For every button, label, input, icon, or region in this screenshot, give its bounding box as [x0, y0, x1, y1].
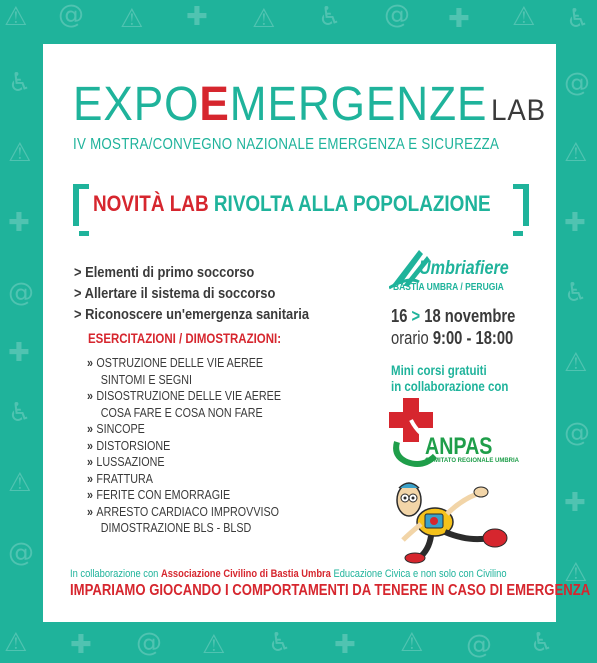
- novita-red-text: NOVITÀ LAB: [93, 191, 209, 216]
- exercise-item-sub: COSA FARE E COSA NON FARE: [100, 405, 263, 420]
- exercise-item: » FRATTURA: [87, 471, 153, 486]
- exercise-item: » DISOSTRUZIONE DELLE VIE AEREE: [87, 389, 282, 403]
- wheelchair-icon: ♿: [566, 4, 590, 34]
- novita-banner: [73, 184, 529, 226]
- partner-subtitle: COMITATO REGIONALE UMBRIA: [425, 458, 519, 464]
- warning-icon: ⚠: [400, 628, 424, 658]
- first-aid-icon: ✚: [8, 338, 30, 368]
- event-title: [73, 77, 546, 132]
- warning-icon: ⚠: [8, 468, 32, 498]
- title-expo: EXPO: [73, 78, 200, 131]
- first-aid-icon: ✚: [564, 208, 586, 238]
- event-subtitle: IV MOSTRA/CONVEGNO NAZIONALE EMERGENZA E SICUREZZA: [73, 136, 500, 153]
- footer-collaboration: In collaborazione con Associazione Civilino di Bastia Umbra Educazione Civica e non solo con Civilino: [70, 568, 507, 580]
- exercise-item: » ARRESTO CARDIACO IMPROVVISO: [87, 504, 280, 519]
- wheelchair-icon: ♿: [8, 398, 32, 428]
- spiral-icon: @: [136, 628, 162, 658]
- exercise-item: » FERITE CON EMORRAGIE: [87, 488, 231, 502]
- warning-icon: ⚠: [4, 628, 28, 658]
- warning-icon: ⚠: [120, 4, 144, 34]
- spiral-icon: @: [8, 538, 34, 568]
- spiral-icon: @: [564, 418, 590, 448]
- title-mergenze: MERGENZE: [229, 78, 488, 131]
- first-aid-icon: ✚: [334, 630, 356, 660]
- title-e: E: [199, 78, 230, 131]
- spiral-icon: @: [564, 68, 590, 98]
- courses-text: Mini corsi gratuiti in collaborazione con: [391, 362, 509, 394]
- venue-location: BASTIA UMBRA / PERUGIA: [393, 282, 504, 293]
- exercise-item: » OSTRUZIONE DELLE VIE AEREE: [87, 356, 264, 370]
- exercises-title: ESERCITAZIONI / DIMOSTRAZIONI:: [88, 330, 282, 346]
- spiral-icon: @: [466, 630, 492, 660]
- topics-list: [74, 262, 347, 325]
- wheelchair-icon: ♿: [530, 628, 554, 658]
- venue-name: Umbriafiere: [419, 258, 509, 279]
- topic-item: > Allertare il sistema di soccorso: [74, 285, 276, 302]
- poster-card: [43, 44, 591, 622]
- topic-item: > Riconoscere un'emergenza sanitaria: [74, 306, 310, 323]
- warning-icon: ⚠: [4, 2, 28, 32]
- wheelchair-icon: ♿: [564, 278, 588, 308]
- novita-banner-text: [93, 191, 491, 217]
- partner-name: ANPAS: [425, 433, 493, 460]
- warning-icon: ⚠: [564, 558, 588, 588]
- novita-green-text: RIVOLTA ALLA POPOLAZIONE: [213, 191, 491, 216]
- spiral-icon: @: [58, 0, 84, 30]
- exercise-item: » SINCOPE: [87, 422, 145, 436]
- first-aid-icon: ✚: [70, 630, 92, 660]
- first-aid-icon: ✚: [8, 208, 30, 238]
- exercise-item-sub: DIMOSTRAZIONE BLS - BLSD: [100, 521, 252, 535]
- event-dates: 16 > 18 novembre: [391, 306, 516, 326]
- wheelchair-icon: ♿: [268, 628, 292, 658]
- wheelchair-icon: ♿: [8, 68, 32, 98]
- first-aid-icon: ✚: [186, 2, 208, 32]
- title-lab: LAB: [491, 94, 547, 127]
- first-aid-icon: ✚: [564, 488, 586, 518]
- warning-icon: ⚠: [564, 348, 588, 378]
- warning-icon: ⚠: [512, 2, 536, 32]
- first-aid-icon: ✚: [448, 4, 470, 34]
- topic-item: > Elementi di primo soccorso: [74, 264, 255, 281]
- footer-slogan: IMPARIAMO GIOCANDO I COMPORTAMENTI DA TENERE IN CASO DI EMERGENZA: [70, 582, 591, 599]
- mascot-icon: [395, 480, 515, 564]
- warning-icon: ⚠: [8, 138, 32, 168]
- spiral-icon: @: [8, 278, 34, 308]
- warning-icon: ⚠: [202, 630, 226, 660]
- exercise-item: » DISTORSIONE: [87, 438, 171, 453]
- exercise-item: » LUSSAZIONE: [87, 455, 165, 469]
- warning-icon: ⚠: [564, 138, 588, 168]
- exercise-item-sub: SINTOMI E SEGNI: [100, 372, 192, 387]
- event-hours: orario 9:00 - 18:00: [391, 328, 514, 348]
- wheelchair-icon: ♿: [318, 2, 342, 32]
- spiral-icon: @: [384, 0, 410, 30]
- exercises-list: [87, 355, 313, 537]
- warning-icon: ⚠: [252, 4, 276, 34]
